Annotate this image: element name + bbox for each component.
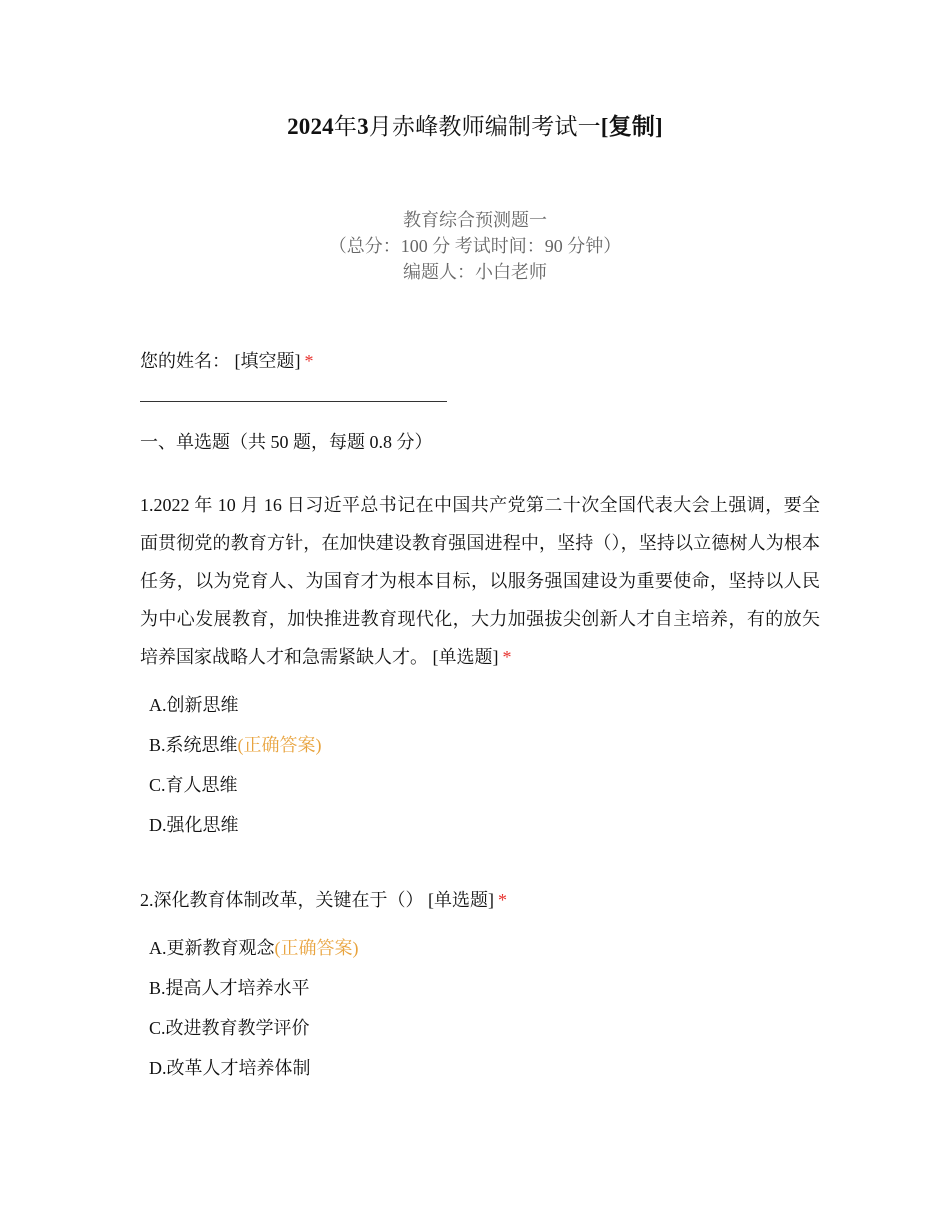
option-label: B.提高人才培养水平 bbox=[149, 978, 310, 998]
option-2-a[interactable] bbox=[149, 928, 820, 968]
question-1-text bbox=[140, 486, 820, 676]
question-2-options bbox=[140, 928, 820, 1088]
option-1-b[interactable] bbox=[149, 725, 820, 765]
intro-subtitle: 教育综合预测题一 bbox=[403, 210, 547, 230]
option-2-c[interactable] bbox=[149, 1008, 820, 1048]
question-1 bbox=[140, 486, 820, 845]
correct-answer-note: (正确答案) bbox=[274, 938, 359, 958]
required-mark: * bbox=[502, 647, 512, 667]
page-title bbox=[0, 111, 950, 143]
exam-intro bbox=[0, 207, 950, 285]
title-part2: 月赤峰教师编制考试一 bbox=[368, 114, 601, 139]
name-label-text: 您的姓名： bbox=[140, 351, 230, 371]
required-mark: * bbox=[498, 890, 507, 910]
question-type-tag: [单选题] bbox=[428, 890, 494, 910]
title-month: 3 bbox=[357, 114, 369, 139]
intro-author: 编题人：小白老师 bbox=[403, 262, 547, 282]
option-1-d[interactable] bbox=[149, 805, 820, 845]
option-1-a[interactable] bbox=[149, 685, 820, 725]
option-label: D.强化思维 bbox=[149, 815, 239, 835]
question-type-tag: [填空题] bbox=[234, 351, 301, 371]
option-2-b[interactable] bbox=[149, 968, 820, 1008]
option-label: D.改革人才培养体制 bbox=[149, 1058, 311, 1078]
title-suffix: [复制] bbox=[600, 114, 663, 139]
option-label: C.育人思维 bbox=[149, 775, 238, 795]
option-label: C.改进教育教学评价 bbox=[149, 1018, 310, 1038]
name-question bbox=[140, 347, 820, 402]
title-year: 2024 bbox=[287, 114, 334, 139]
question-1-options bbox=[140, 685, 820, 845]
correct-answer-note: (正确答案) bbox=[237, 735, 322, 755]
name-answer-line[interactable] bbox=[140, 401, 447, 402]
question-2-stem: 2.深化教育体制改革，关键在于（） bbox=[140, 890, 424, 910]
option-label: A.更新教育观念 bbox=[149, 938, 275, 958]
question-type-tag: [单选题] bbox=[432, 647, 499, 667]
option-label: B.系统思维 bbox=[149, 735, 238, 755]
option-2-d[interactable] bbox=[149, 1048, 820, 1088]
section-heading: 一、单选题（共 50 题，每题 0.8 分） bbox=[140, 432, 433, 452]
option-1-c[interactable] bbox=[149, 765, 820, 805]
title-part1: 年 bbox=[333, 114, 358, 139]
question-1-stem: 1.2022 年 10 月 16 日习近平总书记在中国共产党第二十次全国代表大会上强调，要全面贯彻党的教育方针，在加快建设教育强国进程中，坚持（），坚持以立德树人为根本任务，以为党育人、为国育才为根本目标，以服务强国建设为重要使命，坚持以人民为中心发展教育，加快推进教育现代化，大力加强拔尖创新人才自主培养，有的放矢培养国家战略人才和急需紧缺人才。 bbox=[140, 495, 820, 667]
option-label: A.创新思维 bbox=[149, 695, 239, 715]
question-2-text bbox=[140, 881, 820, 919]
intro-score-time: （总分：100 分 考试时间：90 分钟） bbox=[328, 236, 622, 256]
name-question-label bbox=[140, 347, 820, 375]
required-mark: * bbox=[304, 351, 314, 371]
question-2 bbox=[140, 881, 820, 1088]
